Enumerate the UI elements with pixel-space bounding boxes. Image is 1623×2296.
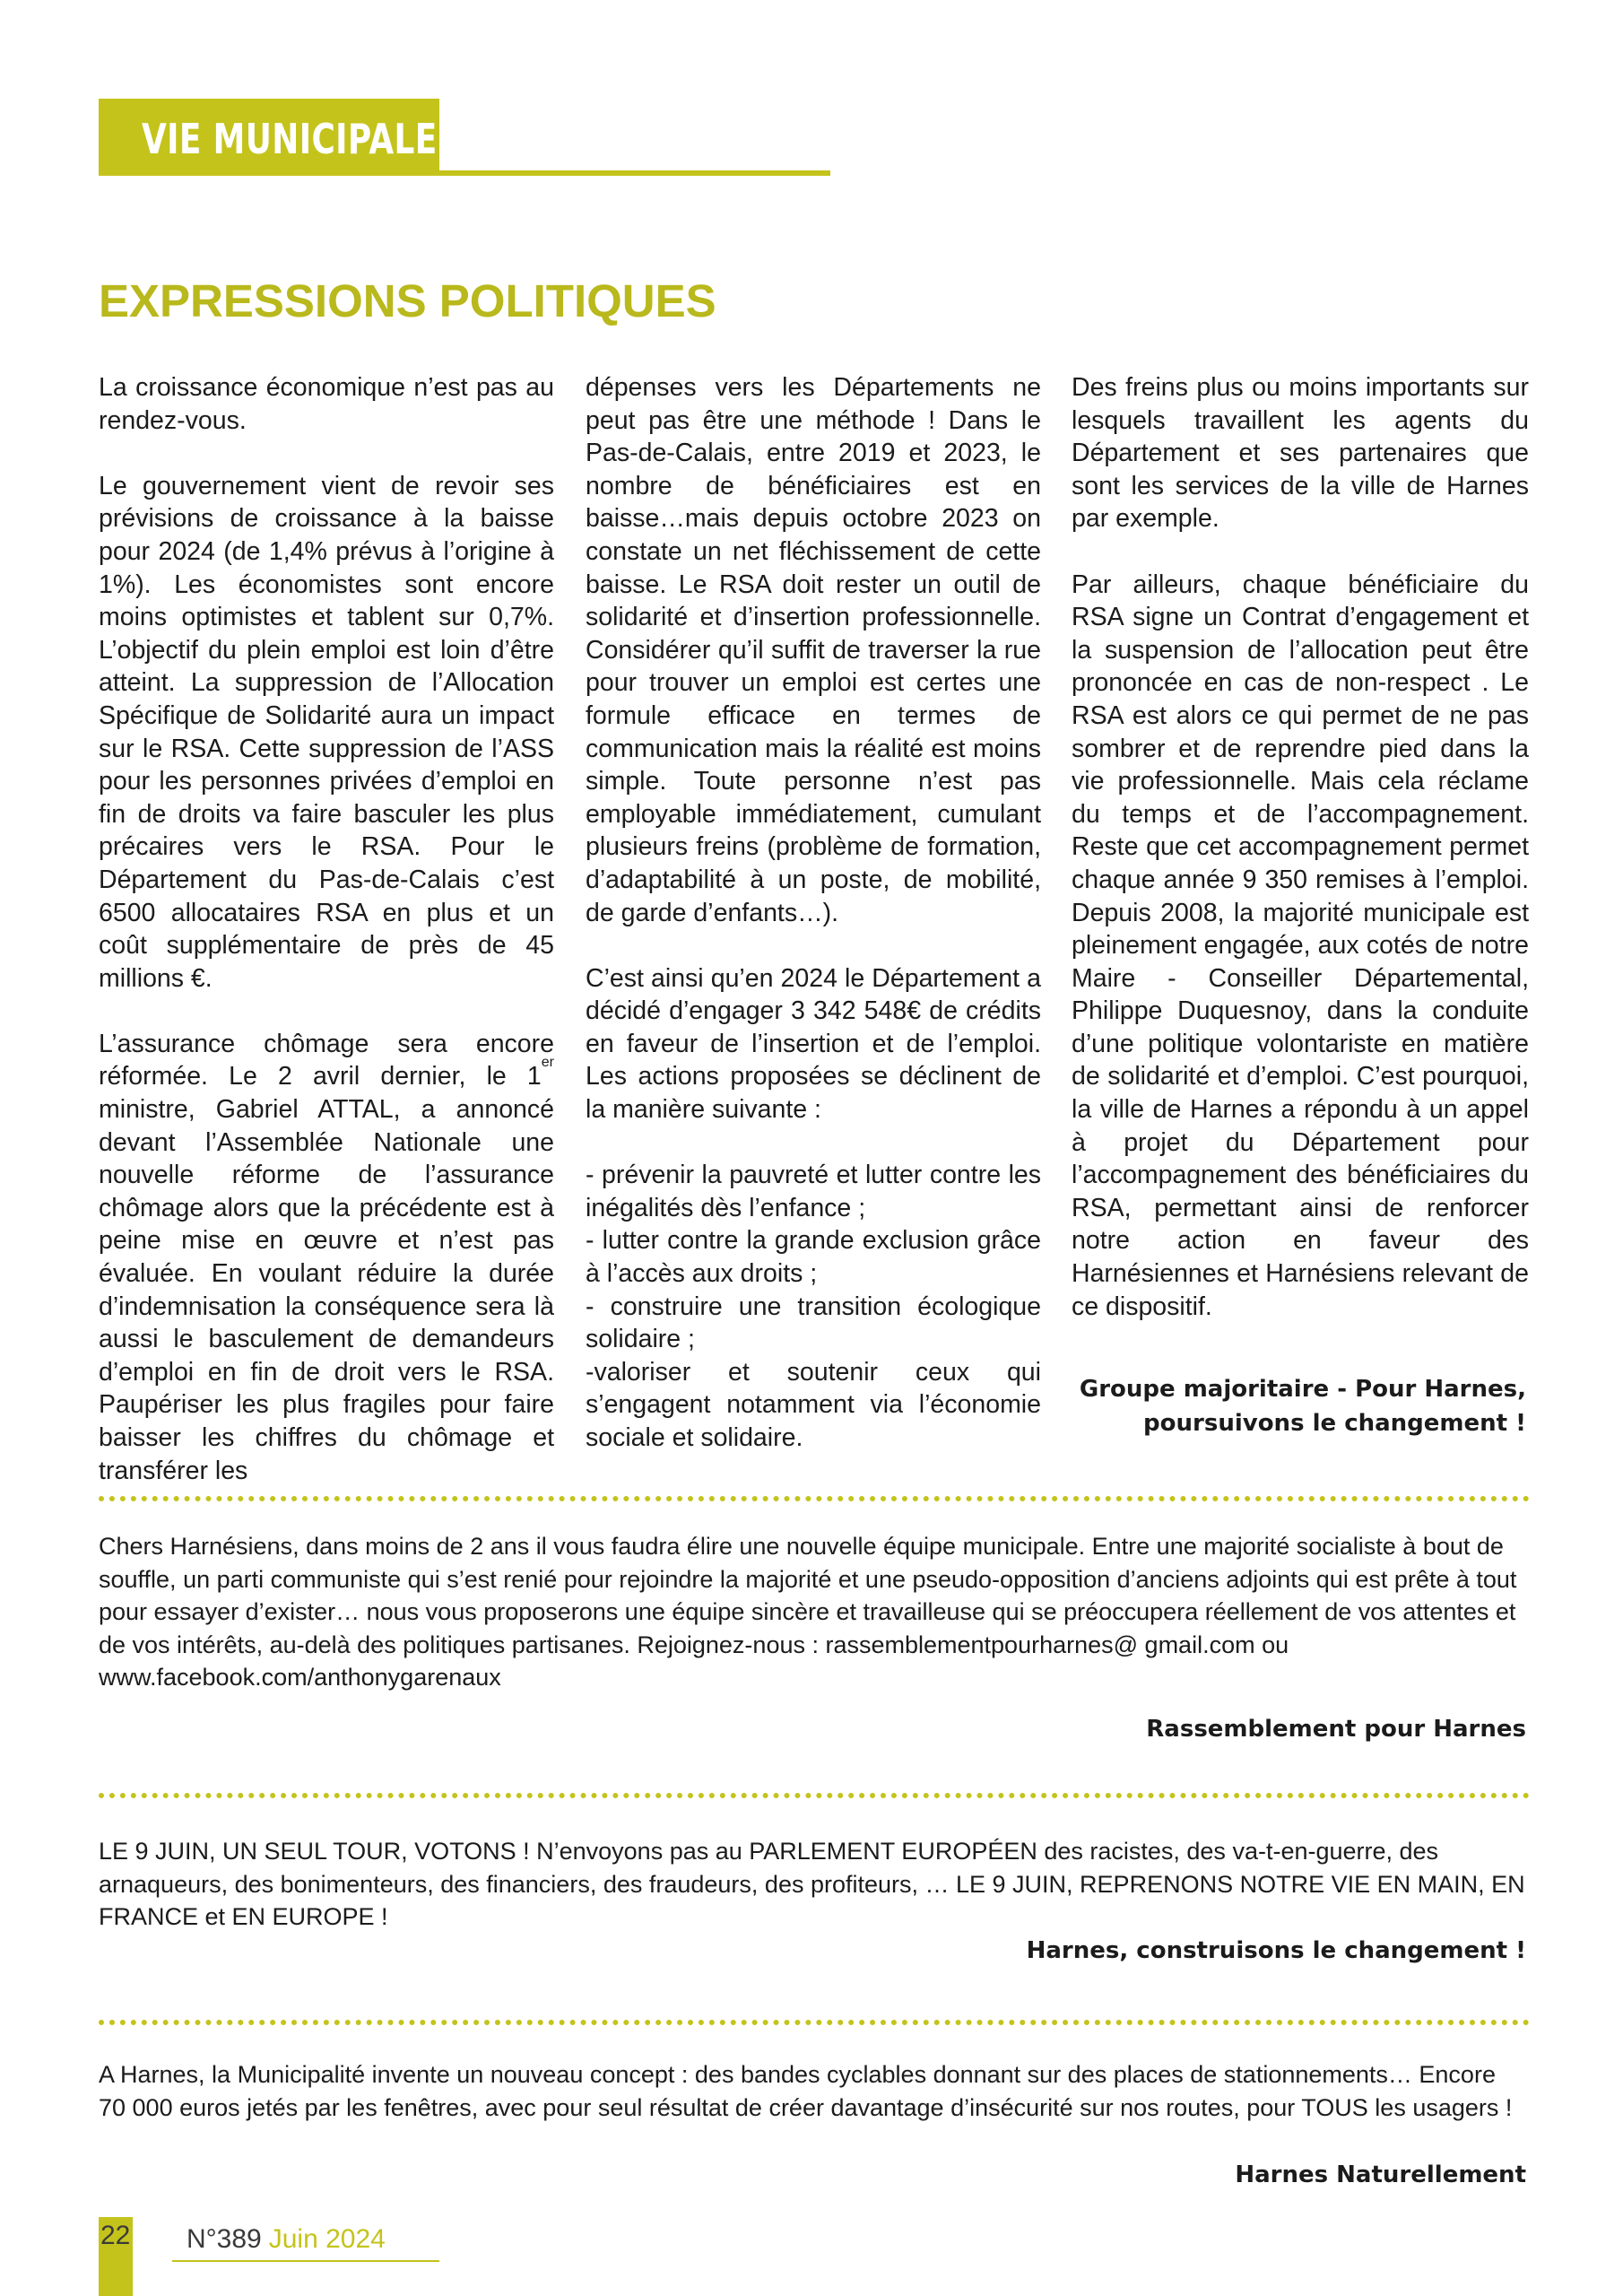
superscript: er — [541, 1054, 554, 1070]
paragraph: Des freins plus ou moins importants sur lesquels travaillent les agents du Département et ses partenaires que sont les services de la ville de Harnes par exemple. — [1072, 373, 1529, 534]
list-item: -valoriser et soutenir ceux qui s’engagent notamment via l’économie sociale et solidaire. — [586, 1357, 1041, 1452]
rubric-label: VIE MUNICIPALE — [142, 115, 438, 163]
rubric-underline — [99, 170, 830, 176]
construisons-text: LE 9 JUIN, UN SEUL TOUR, VOTONS ! N’envoyons pas au PARLEMENT EUROPÉEN des racistes, des va-t-en-guerre, des arnaqueurs, des bonimenteurs, des financiers, des fraudeurs, des profiteurs, … LE 9 JUIN, REPRENONS NOTRE VIE EN MAIN, EN FRANCE et EN EUROPE ! — [99, 1838, 1525, 1930]
paragraph: C’est ainsi qu’en 2024 le Département a décidé d’engager 3 342 548€ de crédits en faveur de l’insertion et de l’emploi. Les actions proposées se déclinent de la manière suivante : — [586, 963, 1041, 1125]
issue-date: Juin 2024 — [268, 2224, 386, 2254]
issue-number: N°389 — [187, 2224, 262, 2254]
list-item: - prévenir la pauvreté et lutter contre les inégalités dès l’enfance ; — [586, 1161, 1041, 1222]
section-rubric — [99, 99, 439, 175]
rassemblement-signature: Rassemblement pour Harnes — [1146, 1716, 1526, 1743]
paragraph: La croissance économique n’est pas au rendez-vous. — [99, 373, 554, 435]
text-run: ministre, Gabriel ATTAL, a annoncé devant l’Assemblée Nationale une nouvelle réforme de l’assurance chômage alors que la précédente est à peine mise en œuvre et n’est pas évaluée. En voulant réduire la durée d’indemnisation la conséquence sera là aussi le basculement de demandeurs d’emploi en fin de droit vers le RSA. Paupériser les plus fragiles pour faire baisser les chiffres du chômage et transférer les — [99, 1095, 554, 1485]
action-list — [586, 1159, 1041, 1454]
naturellement-text: A Harnes, la Municipalité invente un nouveau concept : des bandes cyclables donnant sur des places de stationnements… Encore 70 000 euros jetés par les fenêtres, avec pour seul résultat de créer davantage d’insécurité sur nos routes, pour TOUS les usagers ! — [99, 2061, 1513, 2121]
list-item: - lutter contre la grande exclusion grâce à l’accès aux droits ; — [586, 1226, 1041, 1289]
text-run: L’assurance chômage sera encore réformée. Le 2 avril dernier, le 1 — [99, 1029, 554, 1091]
naturellement-signature: Harnes Naturellement — [1235, 2161, 1526, 2188]
majority-signature — [1080, 1372, 1526, 1440]
article-column-1 — [99, 371, 554, 1487]
dotted-divider — [99, 1793, 1530, 1798]
article-column-3 — [1072, 371, 1529, 1323]
article-column-2 — [586, 371, 1041, 1455]
dotted-divider — [99, 2020, 1530, 2025]
issue-info — [187, 2224, 386, 2255]
signature-line: poursuivons le changement ! — [1143, 1410, 1526, 1437]
page-number: 22 — [100, 2221, 131, 2250]
paragraph: Par ailleurs, chaque bénéficiaire du RSA signe un Contrat d’engagement et la suspension de l’allocation peut être prononcée en cas de non-respect . Le RSA est alors ce qui permet de ne pas sombrer et de reprendre pied dans la vie professionnelle. Mais cela réclame du temps et de l’accompagnement. Reste que cet accompagnement permet chaque année 9 350 remises à l’emploi. Depuis 2008, la majorité municipale est pleinement engagée, aux cotés de notre Maire - Conseiller Départemental, Philippe Duquesnoy, dans la conduite d’une politique volontariste en matière de solidarité et d’emploi. C’est pourquoi, la ville de Harnes a répondu à un appel à projet du Département pour l’accompagnement des bénéficiaires du RSA, permettant ainsi de renforcer notre action en faveur des Harnésiennes et Harnésiens relevant de ce dispositif. — [1072, 570, 1529, 1321]
list-item: - construire une transition écologique solidaire ; — [586, 1292, 1041, 1354]
rassemblement-text: Chers Harnésiens, dans moins de 2 ans il vous faudra élire une nouvelle équipe municipale. Entre une majorité socialiste à bout de souffle, un parti communiste qui s’est renié pour rejoindre la majorité et une pseudo-opposition d’anciens adjoints qui est prête à tout pour essayer d’exister… nous vous proposerons une équipe sincère et travailleuse qui se préoccupera réellement de vos attentes et de vos intérêts, au-delà des politiques partisanes. Rejoignez-nous : rassemblementpourharnes@ gmail.com ou www.facebook.com/anthonygarenaux — [99, 1533, 1517, 1691]
footer-underline — [172, 2260, 439, 2262]
construisons-signature: Harnes, construisons le changement ! — [1026, 1937, 1526, 1964]
page-title: EXPRESSIONS POLITIQUES — [99, 275, 716, 326]
paragraph — [99, 1028, 554, 1487]
paragraph: Le gouvernement vient de revoir ses prévisions de croissance à la baisse pour 2024 (de 1,4% prévus à l’origine à 1%). Les économistes sont encore moins optimistes et tablent sur 0,7%. L’objectif du plein emploi est loin d’être atteint. La suppression de l’Allocation Spécifique de Solidarité aura un impact sur le RSA. Cette suppression de l’ASS pour les personnes privées d’emploi en fin de droits va faire basculer les plus précaires vers le RSA. Pour le Département du Pas-de-Calais c’est 6500 allocataires RSA en plus et un coût supplémentaire de près de 45 millions €. — [99, 471, 554, 993]
paragraph: dépenses vers les Départements ne peut pas être une méthode ! Dans le Pas-de-Calais, entre 2019 et 2023, le nombre de bénéficiaires est en baisse…mais depuis octobre 2023 on constate un net fléchissement de cette baisse. Le RSA doit rester un outil de solidarité et d’insertion professionnelle. Considérer qu’il suffit de traverser la rue pour trouver un emploi est certes une formule efficace en termes de communication mais la réalité est moins simple. Toute personne n’est pas employable immédiatement, cumulant plusieurs freins (problème de formation, d’adaptabilité à un poste, de mobilité, de garde d’enfants…). — [586, 373, 1041, 927]
signature-line: Groupe majoritaire - Pour Harnes, — [1079, 1376, 1526, 1403]
dotted-divider — [99, 1496, 1530, 1501]
